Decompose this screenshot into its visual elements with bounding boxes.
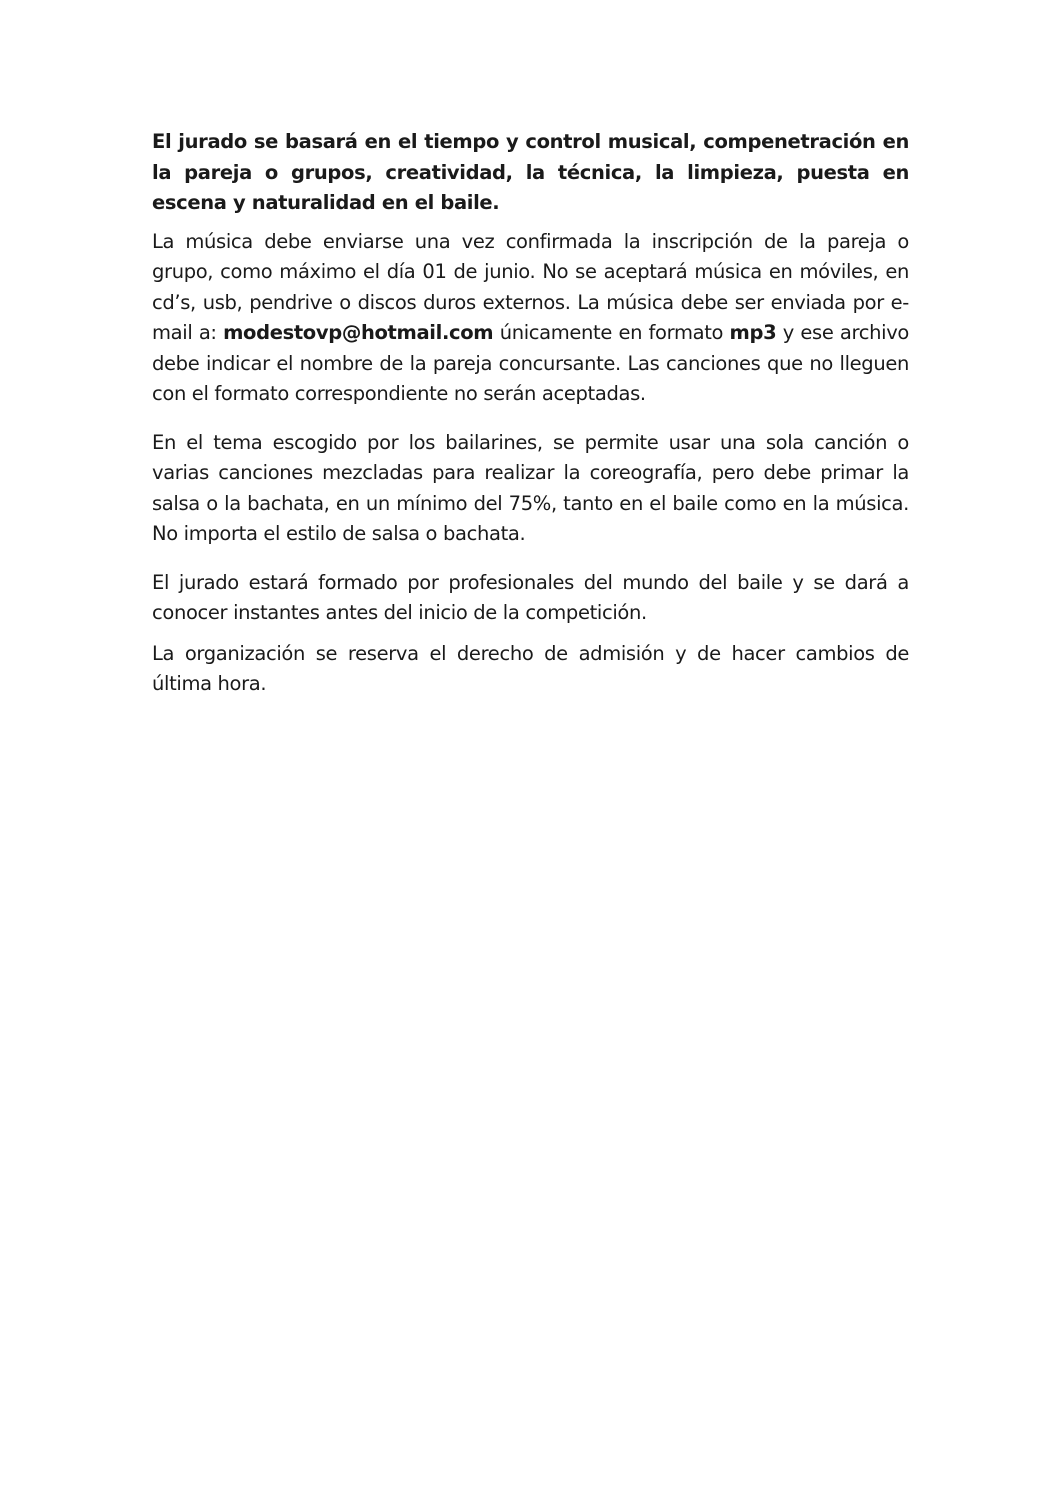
judging-criteria-paragraph: El jurado se basará en el tiempo y control musical, compenetración en la pareja o grupos, creatividad, la técnica, la limpieza, puesta en escena y naturalidad en el baile.	[152, 130, 909, 214]
document-page	[152, 127, 909, 700]
organization-rights-paragraph: La organización se reserva el derecho de admisión y de hacer cambios de última hora.	[152, 641, 909, 695]
song-selection-paragraph: En el tema escogido por los bailarines, se permite usar una sola canción o varias canciones mezcladas para realizar la coreografía, pero debe primar la salsa o la bachata, en un mínimo del 75%, tanto en el baile como en la música. No importa el estilo de salsa o bachata.	[152, 430, 909, 545]
contact-email: modestovp@hotmail.com	[223, 321, 494, 344]
music-submission-text: La música debe enviarse una vez confirmada la inscripción de la pareja o grupo, como máximo el día 01 de junio. No se aceptará música en móviles, en cd’s, usb, pendrive o discos duros externos. La música debe ser enviada por e-mail a:	[152, 229, 909, 344]
jury-composition-paragraph: El jurado estará formado por profesionales del mundo del baile y se dará a conocer instantes antes del inicio de la competición.	[152, 570, 909, 624]
format-text: únicamente en formato	[493, 321, 730, 344]
file-format: mp3	[729, 321, 777, 344]
music-submission-tail: y ese archivo debe indicar el nombre de la pareja concursante. Las canciones que no lleguen con el formato correspondiente no serán aceptadas.	[152, 321, 909, 405]
music-submission-paragraph	[152, 227, 909, 410]
